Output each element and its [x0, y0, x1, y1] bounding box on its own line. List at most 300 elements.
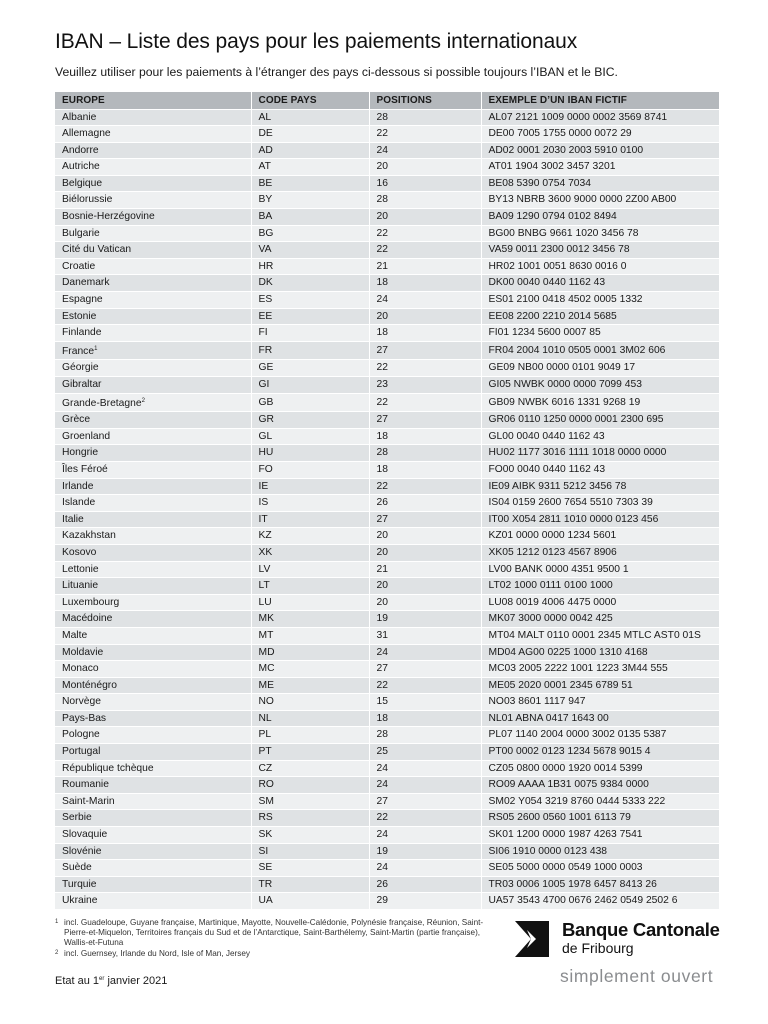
iban-example-cell — [481, 710, 719, 727]
iban-example-cell — [481, 677, 719, 694]
positions-cell-text: 20 — [376, 310, 388, 322]
country-cell — [55, 710, 251, 727]
country-code-cell-text: BE — [258, 177, 273, 189]
positions-cell — [369, 544, 481, 561]
country-cell-text: Îles Féroé — [62, 463, 108, 475]
country-code-cell — [251, 827, 369, 844]
country-code-cell — [251, 258, 369, 275]
table-row — [55, 893, 719, 910]
iban-example-cell-text: SM02 Y054 3219 8760 0444 5333 222 — [488, 795, 666, 807]
iban-example-cell-text: HU02 1177 3016 1111 1018 0000 0000 — [488, 447, 667, 459]
country-cell — [55, 827, 251, 844]
iban-example-cell-text: DE00 7005 1755 0000 0072 29 — [488, 128, 632, 140]
table-row — [55, 341, 719, 360]
country-code-cell — [251, 428, 369, 445]
country-cell-text: France — [62, 345, 95, 357]
iban-example-cell — [481, 478, 719, 495]
country-code-cell — [251, 793, 369, 810]
iban-example-cell-text: NL01 ABNA 0417 1643 00 — [488, 712, 609, 724]
iban-example-cell-text: GL00 0040 0440 1162 43 — [488, 430, 605, 442]
positions-cell — [369, 242, 481, 259]
country-cell — [55, 126, 251, 143]
positions-cell — [369, 126, 481, 143]
iban-example-cell-text: VA59 0011 2300 0012 3456 78 — [488, 244, 630, 256]
positions-cell — [369, 661, 481, 678]
positions-cell-text: 22 — [376, 362, 388, 374]
iban-example-cell-text: IS04 0159 2600 7654 5510 7303 39 — [488, 497, 653, 509]
positions-cell — [369, 258, 481, 275]
country-cell — [55, 843, 251, 860]
country-cell — [55, 445, 251, 462]
positions-cell — [369, 360, 481, 377]
iban-example-cell — [481, 843, 719, 860]
iban-example-cell-text: MD04 AG00 0225 1000 1310 4168 — [488, 646, 648, 658]
positions-cell-text: 20 — [376, 211, 388, 223]
bank-logo-icon — [507, 919, 551, 959]
country-cell-text: Kosovo — [62, 546, 97, 558]
country-cell-text: Pays-Bas — [62, 712, 107, 724]
iban-example-cell — [481, 377, 719, 394]
country-code-cell-text: GB — [258, 396, 274, 408]
country-cell-text: Belgique — [62, 177, 103, 189]
country-code-cell-text: LT — [258, 580, 270, 592]
positions-cell-text: 22 — [376, 396, 388, 408]
iban-example-cell — [481, 109, 719, 126]
country-code-cell-text: IE — [258, 480, 269, 492]
country-cell — [55, 412, 251, 429]
country-cell-text: Luxembourg — [62, 596, 120, 608]
country-code-cell-text: MK — [258, 613, 274, 625]
positions-cell — [369, 827, 481, 844]
country-cell — [55, 611, 251, 628]
country-code-cell — [251, 192, 369, 209]
positions-cell-text: 24 — [376, 762, 388, 774]
iban-example-cell — [481, 142, 719, 159]
country-cell-text: Danemark — [62, 277, 110, 289]
country-cell-text: Serbie — [62, 812, 92, 824]
column-header-country-code: CODE PAYS — [251, 92, 369, 109]
table-row — [55, 827, 719, 844]
country-cell-text: Autriche — [62, 161, 100, 173]
country-code-cell-text: NO — [258, 696, 274, 708]
table-row — [55, 175, 719, 192]
positions-cell-text: 20 — [376, 161, 388, 173]
positions-cell-text: 18 — [376, 430, 388, 442]
iban-example-cell — [481, 495, 719, 512]
iban-example-cell-text: RO09 AAAA 1B31 0075 9384 0000 — [488, 779, 649, 791]
positions-cell-text: 18 — [376, 712, 388, 724]
iban-example-cell — [481, 544, 719, 561]
country-code-cell-text: GI — [258, 379, 270, 390]
positions-cell-text: 27 — [376, 414, 388, 426]
iban-example-cell-text: IE09 AIBK 9311 5212 3456 78 — [488, 480, 627, 492]
country-cell — [55, 175, 251, 192]
country-code-cell — [251, 710, 369, 727]
positions-cell — [369, 511, 481, 528]
table-row — [55, 677, 719, 694]
positions-cell-text: 22 — [376, 244, 388, 256]
iban-example-cell-text: PT00 0002 0123 1234 5678 9015 4 — [488, 746, 651, 758]
country-code-cell-text: AD — [258, 144, 273, 156]
table-row — [55, 694, 719, 711]
country-cell — [55, 393, 251, 412]
table-header-row — [55, 92, 719, 109]
country-code-cell — [251, 461, 369, 478]
status-date-suffix: janvier 2021 — [104, 975, 168, 987]
country-cell-text: Saint-Marin — [62, 795, 115, 807]
country-code-cell-text: HR — [258, 260, 274, 272]
country-cell-text: Suède — [62, 862, 92, 874]
positions-cell-text: 16 — [376, 177, 388, 189]
country-cell — [55, 377, 251, 394]
country-code-cell — [251, 594, 369, 611]
iban-example-cell-text: GE09 NB00 0000 0101 9049 17 — [488, 362, 636, 374]
iban-example-cell-text: TR03 0006 1005 1978 6457 8413 26 — [488, 878, 657, 890]
table-row — [55, 192, 719, 209]
iban-example-cell — [481, 810, 719, 827]
country-cell-text: Gibraltar — [62, 379, 102, 390]
country-code-cell-text: GR — [258, 414, 274, 426]
iban-example-cell — [481, 225, 719, 242]
iban-example-cell — [481, 325, 719, 342]
country-cell — [55, 258, 251, 275]
table-row — [55, 377, 719, 394]
table-row — [55, 793, 719, 810]
iban-example-cell — [481, 793, 719, 810]
positions-cell-text: 15 — [376, 696, 388, 708]
table-row — [55, 627, 719, 644]
iban-example-cell — [481, 242, 719, 259]
country-cell-text: Lettonie — [62, 563, 99, 575]
iban-table — [55, 92, 719, 910]
positions-cell-text: 27 — [376, 344, 388, 356]
country-code-cell-text: NL — [258, 712, 272, 724]
country-cell-text: Portugal — [62, 746, 101, 758]
country-cell — [55, 242, 251, 259]
table-body — [55, 109, 719, 910]
footnote-1 — [55, 918, 485, 949]
positions-cell — [369, 528, 481, 545]
country-cell-text: Monaco — [62, 663, 99, 675]
country-code-cell-text: RO — [258, 779, 274, 791]
footnote-mark: 2 — [55, 949, 59, 956]
positions-cell-text: 26 — [376, 497, 388, 509]
country-code-cell-text: RS — [258, 812, 273, 824]
country-cell-text: Macédoine — [62, 613, 113, 625]
country-code-cell — [251, 478, 369, 495]
table-row — [55, 445, 719, 462]
positions-cell — [369, 561, 481, 578]
table-row — [55, 126, 719, 143]
iban-example-cell — [481, 876, 719, 893]
footnote-mark: 1 — [55, 919, 59, 925]
country-cell — [55, 760, 251, 777]
table-row — [55, 511, 719, 528]
iban-example-cell — [481, 412, 719, 429]
table-row — [55, 727, 719, 744]
country-code-cell-text: UA — [258, 895, 273, 907]
positions-cell-text: 20 — [376, 580, 388, 592]
country-cell — [55, 341, 251, 360]
iban-example-cell-text: FR04 2004 1010 0505 0001 3M02 606 — [488, 344, 666, 356]
country-code-cell — [251, 810, 369, 827]
country-code-cell-text: HU — [258, 447, 274, 459]
positions-cell-text: 23 — [376, 379, 388, 390]
country-cell — [55, 810, 251, 827]
country-code-cell-text: BG — [258, 227, 274, 239]
country-code-cell — [251, 445, 369, 462]
country-cell-text: Norvège — [62, 696, 101, 708]
iban-example-cell — [481, 760, 719, 777]
country-cell — [55, 727, 251, 744]
country-cell — [55, 192, 251, 209]
iban-example-cell-text: GI05 NWBK 0000 0000 7099 453 — [488, 379, 642, 390]
iban-example-cell-text: HR02 1001 0051 8630 0016 0 — [488, 260, 627, 272]
iban-example-cell-text: UA57 3543 4700 0676 2462 0549 2502 6 — [488, 895, 678, 907]
country-cell — [55, 225, 251, 242]
iban-example-cell — [481, 744, 719, 761]
footnote-text: incl. Guadeloupe, Guyane française, Martinique, Mayotte, Nouvelle-Calédonie, Polynésie française, Réunion, Saint-Pierre-et-Miquelon, Territoires français du Sud et de l’Antarctique, Saint-Barthélemy, Saint-Martin (partie française), Wallis-et-Futuna — [64, 918, 484, 948]
country-cell-text: Italie — [62, 513, 84, 525]
country-cell — [55, 511, 251, 528]
country-cell — [55, 461, 251, 478]
positions-cell-text: 26 — [376, 878, 388, 890]
table-row — [55, 308, 719, 325]
country-code-cell-text: GL — [258, 430, 273, 442]
country-code-cell-text: BY — [258, 194, 273, 206]
positions-cell-text: 24 — [376, 294, 388, 306]
country-code-cell — [251, 126, 369, 143]
country-cell — [55, 360, 251, 377]
country-code-cell — [251, 694, 369, 711]
country-code-cell-text: SK — [258, 829, 273, 841]
country-code-cell-text: FR — [258, 344, 273, 356]
country-cell-text: Biélorussie — [62, 194, 113, 206]
country-cell-text: Kazakhstan — [62, 530, 116, 542]
positions-cell-text: 18 — [376, 277, 388, 289]
country-code-cell-text: SM — [258, 795, 274, 807]
country-code-cell — [251, 341, 369, 360]
country-code-cell-text: PL — [258, 729, 272, 741]
positions-cell — [369, 393, 481, 412]
iban-example-cell-text: NO03 8601 1117 947 — [488, 696, 586, 708]
country-code-cell-text: FI — [258, 327, 268, 339]
iban-example-cell-text: MC03 2005 2222 1001 1223 3M44 555 — [488, 663, 668, 675]
bank-name-line2: de Fribourg — [562, 940, 634, 956]
country-code-cell — [251, 777, 369, 794]
positions-cell-text: 21 — [376, 563, 388, 575]
country-code-cell-text: FO — [258, 463, 273, 475]
country-code-cell — [251, 377, 369, 394]
country-cell-text: Lituanie — [62, 580, 99, 592]
positions-cell-text: 24 — [376, 862, 388, 874]
table-row — [55, 528, 719, 545]
country-cell — [55, 495, 251, 512]
country-code-cell — [251, 325, 369, 342]
table-row — [55, 710, 719, 727]
iban-example-cell — [481, 461, 719, 478]
country-cell — [55, 109, 251, 126]
positions-cell-text: 31 — [376, 629, 388, 641]
country-code-cell-text: TR — [258, 878, 273, 890]
positions-cell-text: 24 — [376, 829, 388, 841]
iban-example-cell-text: LT02 1000 0111 0100 1000 — [488, 580, 613, 592]
country-code-cell-text: MD — [258, 646, 275, 658]
country-code-cell — [251, 159, 369, 176]
positions-cell — [369, 478, 481, 495]
positions-cell — [369, 744, 481, 761]
iban-example-cell-text: BY13 NBRB 3600 9000 0000 2Z00 AB00 — [488, 194, 677, 206]
country-cell-text: Ukraine — [62, 895, 98, 907]
positions-cell-text: 19 — [376, 845, 388, 857]
positions-cell — [369, 341, 481, 360]
table-row — [55, 661, 719, 678]
iban-example-cell — [481, 308, 719, 325]
iban-example-cell — [481, 644, 719, 661]
country-code-cell-text: DE — [258, 128, 273, 140]
positions-cell-text: 28 — [376, 194, 388, 206]
country-code-cell — [251, 876, 369, 893]
footnote-reference: 1 — [94, 345, 98, 352]
country-code-cell — [251, 578, 369, 595]
positions-cell — [369, 677, 481, 694]
iban-example-cell-text: FO00 0040 0440 1162 43 — [488, 463, 606, 475]
iban-example-cell-text: AL07 2121 1009 0000 0002 3569 8741 — [488, 111, 668, 123]
country-cell-text: Monténégro — [62, 679, 117, 691]
country-cell — [55, 561, 251, 578]
positions-cell — [369, 727, 481, 744]
page-subtitle: Veuillez utiliser pour les paiements à l’étranger des pays ci-dessous si possible toujours l’IBAN et le BIC. — [55, 65, 618, 79]
positions-cell — [369, 275, 481, 292]
country-code-cell — [251, 109, 369, 126]
page-title: IBAN – Liste des pays pour les paiements internationaux — [55, 30, 578, 53]
country-cell — [55, 578, 251, 595]
country-cell — [55, 159, 251, 176]
positions-cell-text: 20 — [376, 546, 388, 558]
country-code-cell-text: IS — [258, 497, 269, 509]
positions-cell-text: 24 — [376, 144, 388, 156]
iban-example-cell — [481, 258, 719, 275]
iban-example-cell-text: GB09 NWBK 6016 1331 9268 19 — [488, 396, 641, 408]
country-cell — [55, 661, 251, 678]
positions-cell — [369, 292, 481, 309]
country-code-cell — [251, 611, 369, 628]
country-cell-text: Bulgarie — [62, 227, 100, 239]
iban-example-cell — [481, 578, 719, 595]
iban-example-cell-text: DK00 0040 0440 1162 43 — [488, 277, 606, 289]
iban-example-cell — [481, 528, 719, 545]
positions-cell — [369, 876, 481, 893]
table-row — [55, 561, 719, 578]
positions-cell-text: 20 — [376, 530, 388, 542]
country-cell — [55, 325, 251, 342]
country-cell-text: Turquie — [62, 878, 97, 890]
country-code-cell-text: LU — [258, 596, 272, 608]
iban-example-cell — [481, 694, 719, 711]
country-cell — [55, 275, 251, 292]
positions-cell-text: 18 — [376, 327, 388, 339]
iban-example-cell — [481, 561, 719, 578]
country-code-cell-text: KZ — [258, 530, 272, 542]
table-row — [55, 744, 719, 761]
positions-cell-text: 22 — [376, 480, 388, 492]
country-cell-text: Grande-Bretagne — [62, 397, 142, 409]
iban-example-cell-text: XK05 1212 0123 4567 8906 — [488, 546, 617, 558]
country-cell — [55, 644, 251, 661]
country-cell-text: Finlande — [62, 327, 102, 339]
table-row — [55, 578, 719, 595]
iban-example-cell-text: CZ05 0800 0000 1920 0014 5399 — [488, 762, 643, 774]
country-cell — [55, 793, 251, 810]
positions-cell-text: 28 — [376, 447, 388, 459]
table-row — [55, 428, 719, 445]
status-date — [55, 975, 167, 987]
country-code-cell — [251, 511, 369, 528]
positions-cell-text: 25 — [376, 746, 388, 758]
country-cell-text: Géorgie — [62, 362, 99, 374]
positions-cell — [369, 578, 481, 595]
iban-example-cell — [481, 511, 719, 528]
positions-cell-text: 22 — [376, 128, 388, 140]
positions-cell — [369, 810, 481, 827]
table-row — [55, 611, 719, 628]
country-code-cell — [251, 209, 369, 226]
iban-example-cell — [481, 727, 719, 744]
iban-example-cell-text: BG00 BNBG 9661 1020 3456 78 — [488, 227, 639, 239]
positions-cell — [369, 777, 481, 794]
country-code-cell — [251, 843, 369, 860]
status-date-superscript: er — [99, 976, 105, 982]
iban-example-cell — [481, 175, 719, 192]
country-cell-text: Bosnie-Herzégovine — [62, 211, 155, 223]
country-code-cell — [251, 744, 369, 761]
country-code-cell-text: BA — [258, 211, 273, 223]
positions-cell-text: 22 — [376, 679, 388, 691]
iban-example-cell — [481, 661, 719, 678]
country-code-cell-text: SI — [258, 845, 269, 857]
country-code-cell — [251, 644, 369, 661]
country-cell-text: Irlande — [62, 480, 94, 492]
table-row — [55, 109, 719, 126]
country-code-cell-text: ES — [258, 294, 273, 306]
bank-logo — [507, 919, 722, 959]
table-row — [55, 478, 719, 495]
positions-cell — [369, 793, 481, 810]
table-row — [55, 544, 719, 561]
table-row — [55, 292, 719, 309]
iban-example-cell-text: FI01 1234 5600 0007 85 — [488, 327, 601, 339]
country-cell-text: République tchèque — [62, 762, 154, 774]
footnotes — [55, 918, 485, 959]
country-code-cell-text: LV — [258, 563, 271, 575]
country-cell — [55, 308, 251, 325]
country-cell-text: Albanie — [62, 111, 97, 123]
positions-cell — [369, 843, 481, 860]
country-cell — [55, 777, 251, 794]
positions-cell — [369, 225, 481, 242]
country-code-cell — [251, 412, 369, 429]
iban-example-cell — [481, 611, 719, 628]
country-cell-text: Moldavie — [62, 646, 104, 658]
country-code-cell — [251, 175, 369, 192]
country-code-cell — [251, 661, 369, 678]
country-code-cell — [251, 893, 369, 910]
positions-cell — [369, 445, 481, 462]
iban-example-cell-text: SK01 1200 0000 1987 4263 7541 — [488, 829, 643, 841]
iban-example-cell-text: LV00 BANK 0000 4351 9500 1 — [488, 563, 629, 575]
table-row — [55, 876, 719, 893]
country-cell-text: Grèce — [62, 414, 91, 426]
